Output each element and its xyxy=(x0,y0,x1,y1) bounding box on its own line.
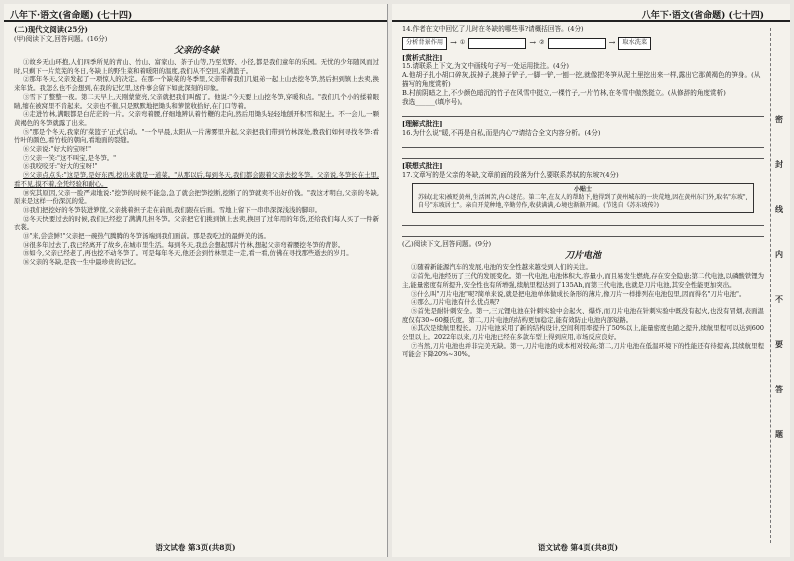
answer-line[interactable] xyxy=(402,107,764,117)
seal-char: 不 xyxy=(775,294,783,304)
paragraph: ③什么叫"刀片电池"呢?简单来说,就是把电池单体做成长条形的薄片,像刀片一样排列在电池包里,因而得名"刀片电池"。 xyxy=(410,289,746,298)
paragraph: ⑫冬天快要过去的时候,我们已经挖了满满几担冬笋。父亲把它们挑到镇上去卖,换回了过年用的年货,还给我们每人买了一件新衣裳。 xyxy=(14,214,379,232)
question-16: 16.为什么说"暖,不再是自私,而是内心"?请结合全文内容分析。(4分) xyxy=(402,129,601,138)
question-15: 15.请联系上下文,为文中画线句子写一处运用批注。(4分) xyxy=(402,62,569,71)
seal-char: 线 xyxy=(775,204,783,214)
subsection-instruction: (甲)阅读下文,回答问题。(16分) xyxy=(14,35,108,43)
left-page-header: 八年下·语文(省命题) (七十四) xyxy=(4,4,387,22)
paragraph: ⑪我们把挖好的冬笋装进箩筐,父亲挑着担子走在前面,我们跟在后面。雪地上留下一串串深深浅浅的脚印。 xyxy=(22,205,321,214)
seal-char: 内 xyxy=(775,249,783,259)
tip-title: 小贴士 xyxy=(573,185,592,193)
answer-blank-1[interactable] xyxy=(468,38,526,49)
passage-b-instruction: (乙)阅读下文,回答问题。(9分) xyxy=(402,240,492,249)
paragraph: ⑭很多年过去了,我已经离开了故乡,在城市里生活。每到冬天,我总会想起那片竹林,想起父亲弯着腰挖冬笋的背影。 xyxy=(22,240,345,249)
left-page xyxy=(4,4,388,557)
left-page-content xyxy=(4,22,387,267)
paragraph: ②首先,电池经历了三代的发展变化。第一代电池,电池体积大,容量小,而且易发生燃烧,存在安全隐患;第二代电池,以磷酸铁锂为主,能量密度有所提升,安全性也有所增强,续航里程达到了135Ah,而第三代电池,也就是刀片电池,其安全性能更加突出。 xyxy=(402,272,764,289)
flow-mark-1: ① xyxy=(459,39,466,46)
flow-mark-2: ② xyxy=(539,39,545,46)
answer-line[interactable] xyxy=(402,138,764,148)
paragraph: ④那么,刀片电池有什么优点呢? xyxy=(410,298,500,307)
arrow-right-icon: → xyxy=(529,38,537,47)
arrow-right-icon: → xyxy=(608,38,616,47)
arrow-right-icon: → xyxy=(450,38,457,47)
answer-line[interactable] xyxy=(402,227,764,237)
paragraph: ③雪下了整整一夜。第二天早上,天刚蒙蒙亮,父亲就把我们叫醒了。他说:"今天要上山挖冬笋,穿暖和点。"我们几个小的揉着眼睛,缩在被窝里不肯起来。父亲也不催,只是默默地把锄头和箩筐收拾好,在门口等着。 xyxy=(14,92,379,110)
paragraph: ⑮如今,父亲已经老了,再也挖不动冬笋了。可是每年冬天,他还会到竹林里走一走,看一看,仿佛在寻找那些逝去的岁月。 xyxy=(22,249,353,258)
answer-line[interactable] xyxy=(402,149,764,159)
question-15-option-a: A.他胡子扎小胡口碎灰,拔掉子,挑掉子铲子,一脚一铲,一刨一挖,就像把冬笋从泥土里挖出来一样,露出它那黄褐色的笋身。(从描写的角度赏析) xyxy=(402,71,761,89)
flow-diagram xyxy=(402,37,764,50)
seal-line xyxy=(770,28,771,543)
seal-char: 题 xyxy=(775,429,783,439)
right-page-footer: 语文试卷 第4页(共8页) xyxy=(537,543,619,552)
paragraph: ⑬"来,尝尝鲜!"父亲把一碗热气腾腾的冬笋汤端到我们面前。那是我吃过的最鲜美的汤。 xyxy=(22,232,270,241)
seal-char: 答 xyxy=(775,384,783,394)
annotation-label-appreciation: [赏析式批注] xyxy=(402,53,443,62)
annotation-label-understanding: [理解式批注] xyxy=(402,120,443,129)
paragraph: ⑧我咬咬牙:"好大的宝呀!" xyxy=(22,162,98,171)
left-page-footer: 语文试卷 第3页(共8页) xyxy=(155,543,236,552)
passage-b-title: 刀片电池 xyxy=(564,251,601,262)
paragraph: ⑯父亲的冬缺,是我一生中最珍贵的记忆。 xyxy=(22,258,141,267)
paragraph: ①随着新能源汽车的发展,电池的安全性越来越受到人们的关注。 xyxy=(410,263,592,272)
paragraph: ⑥其次是续航里程长。刀片电池采用了新的结构设计,空间利用率提升了50%以上,能量密度也随之提升,续航里程可以达到600公里以上。2022年以来,刀片电池已经在多款车型上得到应用,市场反应良好。 xyxy=(402,324,764,342)
right-page-header: 八年下·语文(省命题) (七十四) xyxy=(392,4,790,22)
flow-start-box: 分析背景作用 xyxy=(402,37,447,50)
tip-box xyxy=(412,183,754,214)
paragraph: ⑤首先是耐针刺安全。第一,三元锂电池在针刺实验中会起火、爆炸,而刀片电池在针刺实验中既没有起火,也没有冒烟,表面温度仅有30~60摄氏度。第二,刀片电池的结构更加稳定,能有效防止电池内部短路。 xyxy=(402,306,764,324)
seal-char: 封 xyxy=(775,159,783,169)
paragraph: ⑤"那是个冬天,我家的'菜篮子'正式启动。"一个早晨,太阳从一片薄雾里升起,父亲把我们带到竹林深处,教我们如何寻找冬笋:看竹叶的颜色,看竹枝的朝向,看地面的裂缝。 xyxy=(14,127,379,145)
paragraph: ⑦父亲一笑:"这不叫宝,是冬笋。" xyxy=(22,153,117,162)
annotation-label-association: [联想式批注] xyxy=(402,162,443,171)
question-17: 17.文章写的是父亲的冬缺,文章前面的段落为什么要联系苏轼的东坡?(4分) xyxy=(402,170,619,179)
right-page-content xyxy=(392,22,790,359)
paragraph: ④走进竹林,满眼都是白茫茫的一片。父亲弯着腰,仔细地辨认着竹鞭的走向,然后用锄头轻轻地刨开积雪和泥土。不一会儿,一颗黄褐色的冬笋就露了出来。 xyxy=(14,110,379,127)
question-14: 14.作者在文中回忆了儿时在冬缺的哪些事?请概括回答。(4分) xyxy=(402,25,584,33)
question-15-choice: 我选______(填序号)。 xyxy=(402,98,467,107)
paragraph: ⑦当然,刀片电池也并非完美无缺。第一,刀片电池的成本相对较高;第二,刀片电池在低温环境下的性能还有待提高,其续航里程可能会下降20%~30%。 xyxy=(402,341,764,359)
paragraph: ⑥父亲说:"好大的宝呀!" xyxy=(22,145,92,154)
right-page xyxy=(392,4,790,557)
seal-line-notice xyxy=(772,114,786,440)
paragraph: ②那年冬天,父亲发起了一项惊人的决定。在那一个缺菜的冬季里,父亲带着我们几姐弟一起上山去挖冬笋,然后担到镇上去卖,换来年货。我怎么也不会想到,在我的记忆里,这件事会留下如此深刻的印象。 xyxy=(14,75,379,93)
paragraph: ⑩究其原因,父亲一脸严肃地说:"挖笋的时候不能急,急了就会把笋挖断,挖断了的笋就卖不出好价钱。"我这才明白,父亲的冬缺,原来是这样一份深沉的爱。 xyxy=(14,188,379,206)
seal-char: 密 xyxy=(775,114,783,124)
answer-blank-2[interactable] xyxy=(548,38,606,49)
answer-line[interactable] xyxy=(402,216,764,226)
paragraph-underlined: ⑨父亲点点头:"这是笋,是好东西,挖出来就是一道菜。"从那以后,每到冬天,我们都会跟着父亲去挖冬笋。父亲说,冬笋长在土里,看不见,摸不着,全凭经验和耐心。 xyxy=(14,171,379,188)
section-title: (二)现代文阅读(25分) xyxy=(14,25,88,34)
question-15-option-b: B.村前阴暗之上,不少颜色暗沉的竹子在风雪中挺立,一棵竹子,一片竹林,在冬雪中傲然挺立。(从修辞的角度赏析) xyxy=(402,89,726,98)
seal-char: 要 xyxy=(775,339,783,349)
flow-end-box: 取水洗菜 xyxy=(618,37,651,50)
paragraph: ①故乡无山环抱,人们四季所见的青山、竹山、富家山、茶子山等,乃至荒野、小径,都是我们童年的乐园。无忧的少年随风而过时,只剩下一片荒芜的冬日,冬缺上的野生菜和着暖阳的温度,我们从不空回,采满篮子。 xyxy=(14,58,379,75)
article-title: 父亲的冬缺 xyxy=(173,46,219,56)
tip-body: 苏轼(北宋)被贬黄州,生活困苦,内心迷茫。第二年,在友人的帮助下,他得到了黄州城东的一块荒地,因在黄州东门外,取名"东坡",自号"东坡居士"。亲自开荒种地,辛勤劳作,收获满满,心境也渐渐开阔。(节选自《苏东坡传》) xyxy=(418,194,748,210)
